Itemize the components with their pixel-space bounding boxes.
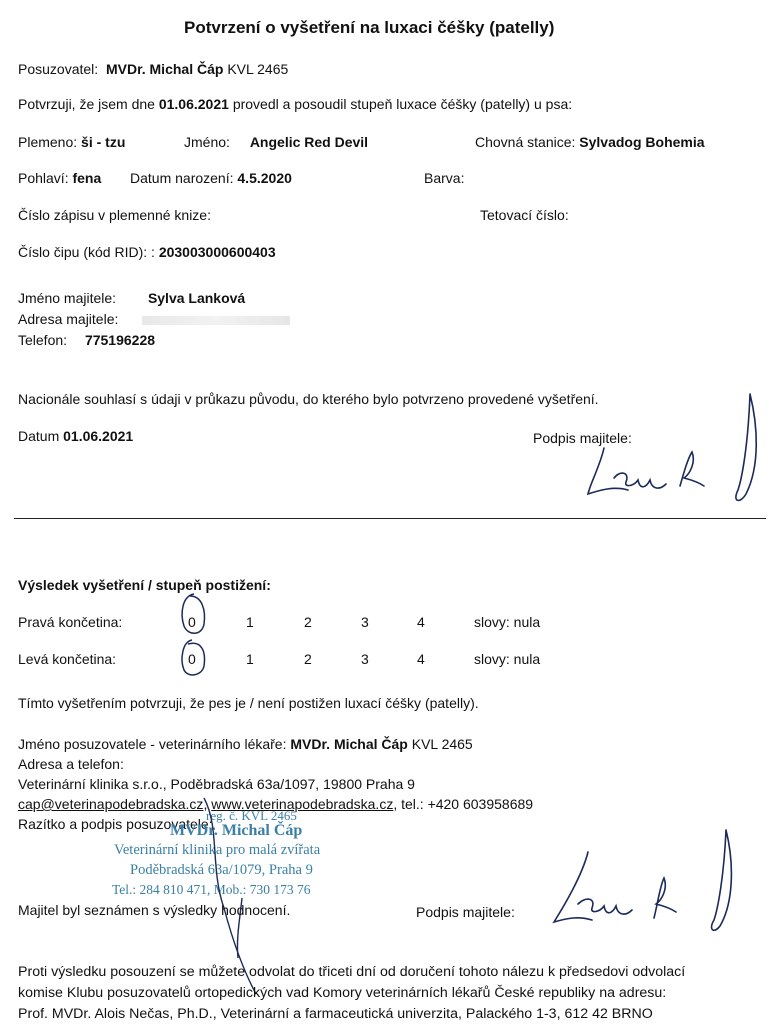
chip-field (18, 244, 276, 260)
confirm-line (18, 96, 572, 112)
sex-label: Pohlaví: (18, 170, 69, 186)
dob-field (130, 170, 292, 186)
stamp-clinic-line: Veterinární klinika pro malá zvířata (114, 842, 321, 858)
assessor-label: Posuzovatel: (18, 61, 99, 77)
assessor-code: KVL 2465 (227, 61, 289, 77)
vet-email-link[interactable]: cap@veterinapodebradska.cz (18, 796, 204, 812)
confirm-prefix: Potvrzuji, že jsem dne (18, 96, 155, 112)
examination-statement: Tímto vyšetřením potvrzuji, že pes je / není postižen luxací čéšky (patelly). (18, 695, 479, 711)
vet-contact-line: cap@veterinapodebradska.cz, www.veterinapodebradska.cz, tel.: +420 603958689 (18, 796, 534, 812)
confirm-suffix: provedl a posoudil stupeň luxace čéšky (patelly) u psa: (232, 96, 573, 112)
stamp-sign-label: Razítko a podpis posuzovatele: (18, 816, 213, 832)
owner-phone-field (18, 332, 155, 348)
assessor-line (18, 61, 288, 77)
right-limb-label: Pravá končetina: (18, 614, 123, 630)
confirm-date: 01.06.2021 (158, 96, 229, 112)
tattoo-label: Tetovací číslo: (480, 207, 569, 223)
breed-label: Plemeno: (18, 134, 78, 150)
left-limb-words: slovy: nula (474, 651, 541, 667)
color-label: Barva: (424, 170, 465, 186)
registry-label: Číslo zápisu v plemenné knize: (18, 207, 211, 223)
owner-acquainted: Majitel byl seznámen s výsledky hodnocení. (18, 902, 291, 918)
section-divider (14, 518, 766, 519)
right-grade-0: 0 (188, 614, 196, 630)
right-limb-words: slovy: nula (474, 614, 541, 630)
dog-name-label: Jméno: (184, 134, 230, 150)
right-grade-4: 4 (417, 614, 425, 630)
owner-signature-label-bottom: Podpis majitele: (416, 904, 515, 920)
vet-address: Veterinární klinika s.r.o., Poděbradská 63a/1097, 19800 Praha 9 (18, 776, 415, 792)
page-title: Potvrzení o vyšetření na luxaci čéšky (patelly) (184, 18, 555, 37)
dog-name-field (184, 134, 368, 150)
right-grade-2: 2 (304, 614, 312, 630)
vet-web-link[interactable]: www.veterinapodebradska.cz (211, 796, 394, 812)
breed-field (18, 134, 125, 150)
dob-label: Datum narození: (130, 170, 234, 186)
left-grade-3: 3 (361, 651, 369, 667)
vet-tel: , tel.: +420 603958689 (393, 796, 534, 812)
appeal-line-1: Proti výsledku posouzení se můžete odvolat do třiceti dní od doručení tohoto nálezu k předsedovi odvolací (18, 964, 686, 980)
appeal-line-3: Prof. MVDr. Alois Nečas, Ph.D., Veterinární a farmaceutická univerzita, Palackého 1-3, 612 42 BRNO (18, 1006, 653, 1022)
redacted-address (142, 316, 290, 325)
kennel-field (475, 134, 705, 150)
stamp-name-line: MVDr. Michal Čáp (170, 822, 303, 839)
left-limb-label: Levá končetina: (18, 651, 117, 667)
kennel-value: Sylvadog Bohemia (579, 134, 705, 150)
left-grade-circle (182, 640, 204, 675)
owner-name-value: Sylva Lanková (147, 290, 246, 306)
chip-label: Číslo čipu (kód RID): : (18, 244, 155, 260)
left-grade-1: 1 (246, 651, 254, 667)
grade-selection-circles (174, 590, 214, 680)
appeal-line-2: komise Klubu posuzovatelů ortopedických vad Komory veterinárních lékařů České republiky na adresu: (18, 985, 667, 1001)
vet-name-line (18, 736, 473, 752)
owner-phone-label: Telefon: (18, 332, 68, 348)
right-grade-3: 3 (361, 614, 369, 630)
nationale-statement: Nacionále souhlasí s údaji v průkazu původu, do kterého bylo potvrzeno provedené vyšetření. (18, 391, 599, 407)
date-field (18, 428, 133, 444)
owner-name-label: Jméno majitele: (18, 290, 117, 306)
left-grade-0: 0 (188, 651, 196, 667)
right-grade-1: 1 (246, 614, 254, 630)
left-grade-4: 4 (417, 651, 425, 667)
vet-name: MVDr. Michal Čáp (290, 736, 408, 752)
assessor-name: MVDr. Michal Čáp (105, 61, 224, 77)
owner-name-field (18, 290, 245, 306)
sex-value: fena (72, 170, 102, 186)
date-label: Datum (18, 428, 60, 444)
owner-signature-label-top: Podpis majitele: (533, 430, 632, 446)
dob-value: 4.5.2020 (237, 170, 292, 186)
left-grade-2: 2 (304, 651, 312, 667)
dog-name-value: Angelic Red Devil (249, 134, 369, 150)
vet-address-label: Adresa a telefon: (18, 756, 124, 772)
right-grade-circle (182, 594, 204, 633)
kennel-label: Chovná stanice: (475, 134, 576, 150)
date-value: 01.06.2021 (63, 428, 134, 444)
vet-label: Jméno posuzovatele - veterinárního lékaře: (18, 736, 287, 752)
stamp-address-line: Poděbradská 63a/1079, Praha 9 (130, 862, 313, 878)
sex-field (18, 170, 101, 186)
chip-value: 203003000600403 (158, 244, 276, 260)
result-heading: Výsledek vyšetření / stupeň postižení: (18, 577, 271, 593)
owner-signature-top (580, 386, 779, 506)
vet-code: KVL 2465 (411, 736, 473, 752)
owner-signature-bottom (548, 826, 748, 936)
stamp-phone-line: Tel.: 284 810 471, Mob.: 730 173 76 (112, 882, 311, 897)
breed-value: ši - tzu (81, 134, 126, 150)
owner-address-label: Adresa majitele: (18, 311, 119, 327)
stamp-reg-line: reg. č. KVL 2465 (206, 808, 297, 823)
owner-phone-value: 775196228 (84, 332, 156, 348)
